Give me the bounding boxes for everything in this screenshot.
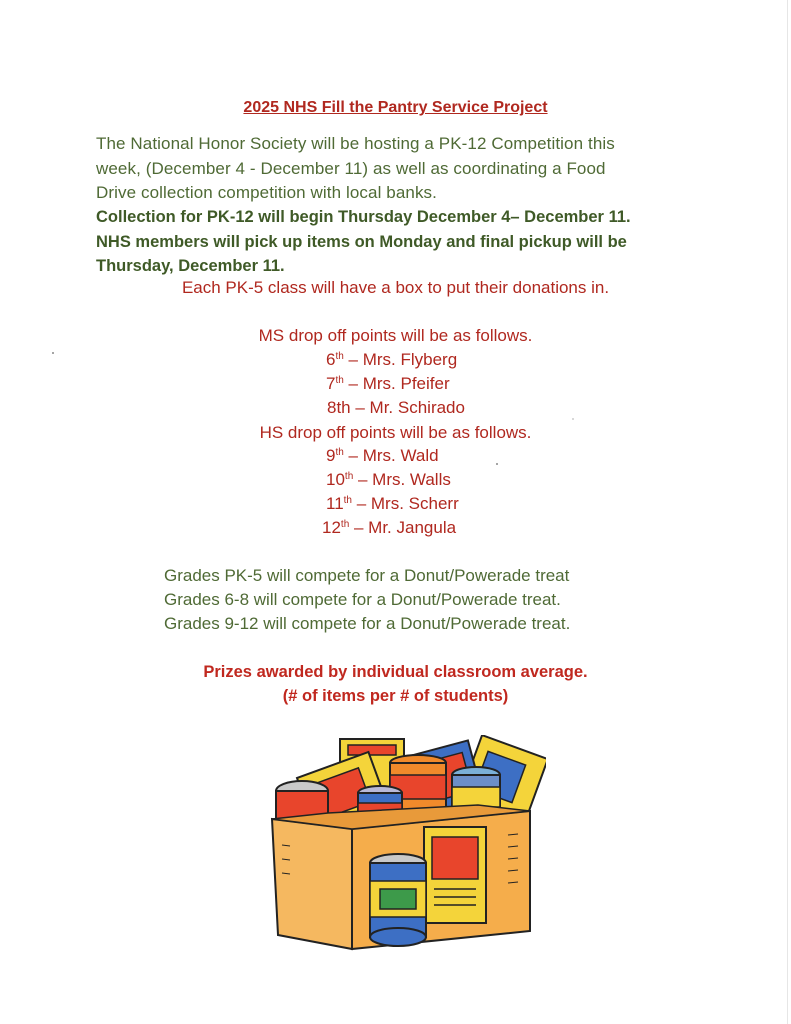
intro-line: week, (December 4 - December 11) as well as coordinating a Food xyxy=(96,158,606,178)
competition-line: Grades 6-8 will compete for a Donut/Powerade treat. xyxy=(164,590,561,609)
hs-dropoff-item: 9th – Mrs. Wald xyxy=(326,446,439,465)
pk5-box-note: Each PK-5 class will have a box to put their donations in. xyxy=(181,278,610,297)
intro-line: Drive collection competition with local banks. xyxy=(96,183,437,202)
ms-dropoff-item: 6th – Mrs. Flyberg xyxy=(326,350,458,369)
ms-heading: MS drop off points will be as follows. xyxy=(258,326,533,345)
collection-line: NHS members will pick up items on Monday and final pickup will be xyxy=(96,232,627,251)
hs-dropoff-item: 12th – Mr. Jangula xyxy=(322,518,457,537)
hs-dropoff-item: 10th – Mrs. Walls xyxy=(326,470,451,489)
competition-line: Grades PK-5 will compete for a Donut/Powerade treat xyxy=(164,566,570,585)
food-box-illustration xyxy=(268,735,546,955)
collection-line: Collection for PK-12 will begin Thursday December 4– December 11. xyxy=(96,208,631,226)
page-title: 2025 NHS Fill the Pantry Service Project xyxy=(243,99,548,116)
competition-line: Grades 9-12 will compete for a Donut/Powerade treat. xyxy=(164,614,571,633)
page-edge xyxy=(787,0,788,1024)
prize-subnote: (# of items per # of students) xyxy=(282,687,509,705)
scan-speck xyxy=(572,418,574,420)
prize-note: Prizes awarded by individual classroom average. xyxy=(203,663,588,681)
ms-dropoff-item: 8th – Mr. Schirado xyxy=(327,398,465,417)
collection-paragraph xyxy=(96,205,736,279)
intro-line: The National Honor Society will be hosting a PK-12 Competition this xyxy=(96,134,615,153)
collection-line: Thursday, December 11. xyxy=(96,257,285,275)
scan-speck xyxy=(52,352,54,354)
ms-dropoff-item: 7th – Mrs. Pfeifer xyxy=(326,374,450,393)
hs-heading: HS drop off points will be as follows. xyxy=(259,423,532,442)
intro-paragraph xyxy=(96,132,736,206)
hs-dropoff-item: 11th – Mrs. Scherr xyxy=(326,494,459,513)
scan-speck xyxy=(496,463,498,465)
